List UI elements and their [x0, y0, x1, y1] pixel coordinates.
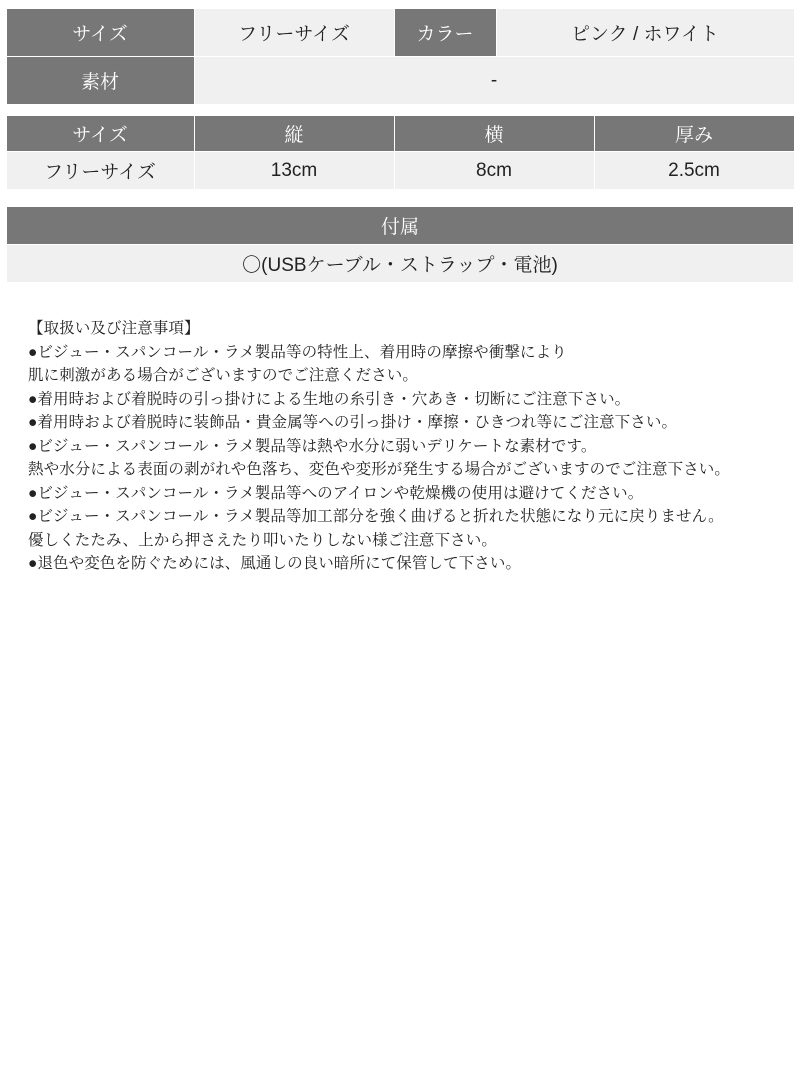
- spec-value-material: -: [194, 57, 794, 105]
- note-line: ●退色や変色を防ぐためには、風通しの良い暗所にて保管して下さい。: [28, 555, 522, 573]
- notes-section: [28, 317, 800, 576]
- notes-title: 【取扱い及び注意事項】: [28, 320, 200, 337]
- table-row: [6, 9, 794, 57]
- table-header-row: [7, 207, 794, 245]
- size-header-length: 縦: [194, 116, 394, 152]
- size-cell-thickness: 2.5cm: [594, 152, 794, 190]
- spec-table: [6, 8, 795, 105]
- attachment-value: 〇(USBケーブル・ストラップ・電池): [7, 245, 794, 283]
- table-row: [6, 57, 794, 105]
- note-line: ●着用時および着脱時に装飾品・貴金属等への引っ掛け・摩擦・ひきつれ等にご注意下さい。: [28, 414, 678, 432]
- size-table: [6, 115, 795, 190]
- note-line: ●着用時および着脱時の引っ掛けによる生地の糸引き・穴あき・切断にご注意下さい。: [28, 390, 631, 408]
- size-header-thickness: 厚み: [594, 116, 794, 152]
- table-header-row: [6, 116, 794, 152]
- table-row: [6, 152, 794, 190]
- size-header-size: サイズ: [6, 116, 194, 152]
- size-header-width: 横: [394, 116, 594, 152]
- spec-value-size: フリーサイズ: [194, 9, 394, 57]
- table-row: [7, 245, 794, 283]
- note-line: 優しくたたみ、上から押さえたり叩いたりしない様ご注意下さい。: [28, 531, 497, 549]
- attachment-header: 付属: [7, 207, 794, 245]
- size-cell-size: フリーサイズ: [6, 152, 194, 190]
- spec-label-size: サイズ: [6, 9, 194, 57]
- spec-label-material: 素材: [6, 57, 194, 105]
- product-spec-page: [0, 8, 800, 1075]
- note-line: 熱や水分による表面の剥がれや色落ち、変色や変形が発生する場合がございますのでご注意下さい。: [28, 461, 731, 479]
- note-line: ●ビジュー・スパンコール・ラメ製品等は熱や水分に弱いデリケートな素材です。: [28, 437, 597, 455]
- attachment-table: [6, 206, 794, 283]
- note-line: ●ビジュー・スパンコール・ラメ製品等の特性上、着用時の摩擦や衝撃により: [28, 343, 567, 361]
- size-cell-length: 13cm: [194, 152, 394, 190]
- note-line: 肌に刺激がある場合がございますのでご注意ください。: [28, 367, 419, 385]
- spec-label-color: カラー: [394, 9, 496, 57]
- note-line: ●ビジュー・スパンコール・ラメ製品等へのアイロンや乾燥機の使用は避けてください。: [28, 484, 644, 502]
- size-cell-width: 8cm: [394, 152, 594, 190]
- note-line: ●ビジュー・スパンコール・ラメ製品等加工部分を強く曲げると折れた状態になり元に戻りません。: [28, 508, 724, 526]
- spec-value-color: ピンク / ホワイト: [496, 9, 794, 57]
